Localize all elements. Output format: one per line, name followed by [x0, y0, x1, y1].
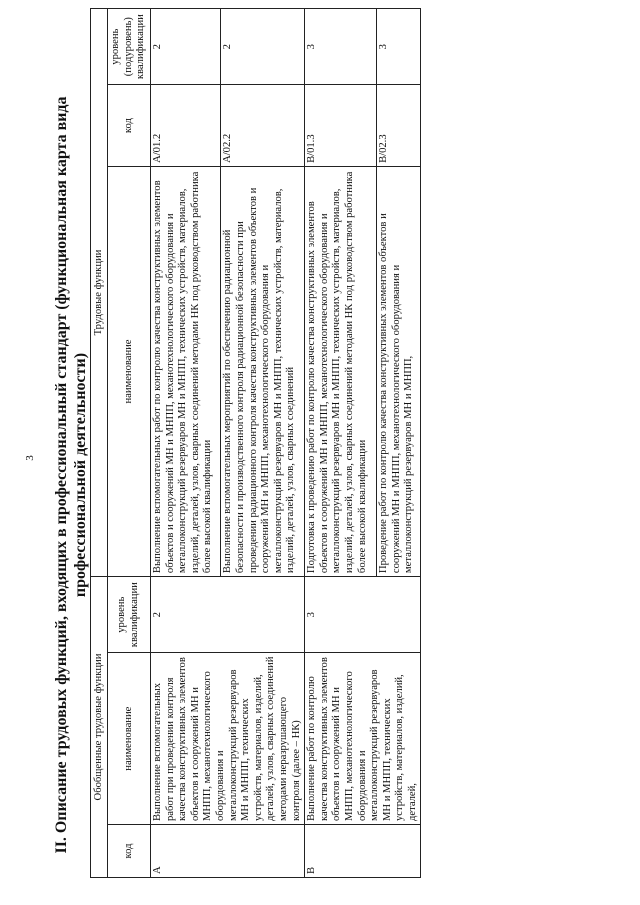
row-a-name: Выполнение вспомогательных работ при проведении контроля качества конструктивных элементов объектов и сооружений МН и МНПП, механотехнологического оборудования и металлоконструкций резервуаров МН и МНПП, технических устройств, материалов, изделий, деталей, узлов, сварных соединений методами неразрушающего контроля (далее – НК): [151, 653, 305, 825]
section-title: II. Описание трудовых функций, входящих в профессиональный стандарт (функциональная карта вида профессиональной деятельности): [53, 96, 89, 854]
row-a1-function-name: Выполнение вспомогательных работ по контролю качества конструктивных элементов объектов и сооружений МН и МНПП, механотехнологического оборудования и металлоконструкций резервуаров МН и МНПП, технических устройств, материалов, изделий, деталей, узлов, сварных соединений методами НК под руководством работника более высокой квалификации: [151, 166, 221, 576]
row-b2-function-name: Проведение работ по контролю качества конструктивных элементов объектов и сооружений МН и МНПП, механотехнологического оборудования и металлоконструкций резервуаров МН и МНПП,: [377, 166, 421, 576]
row-a-code: A: [151, 825, 305, 878]
table-row: [305, 9, 377, 878]
row-a1-function-code: A/01.2: [151, 85, 221, 167]
row-a2-function-level: 2: [221, 9, 305, 85]
col-sub-level: уровень (подуровень) квалификации: [108, 9, 151, 85]
row-b-name: Выполнение работ по контролю качества конструктивных элементов объектов и сооружений МН и МНПП, механотехнологического оборудования и металлоконструкций резервуаров МН и МНПП, технических устройств, материалов, изделий, деталей,: [305, 653, 421, 825]
row-b2-function-level: 3: [377, 9, 421, 85]
row-b1-function-level: 3: [305, 9, 377, 85]
row-b1-function-code: B/01.3: [305, 85, 377, 167]
col-code: код: [108, 825, 151, 878]
col-function-name: наименование: [108, 166, 151, 576]
col-function-code: код: [108, 85, 151, 167]
page-number: 3: [24, 455, 36, 461]
row-a1-function-level: 2: [151, 9, 221, 85]
header-labor-functions: Трудовые функции: [91, 9, 108, 577]
row-b1-function-name: Подготовка к проведению работ по контролю качества конструктивных элементов объектов и сооружений МН и МНПП, механотехнологического оборудования и металлоконструкций резервуаров МН и МНПП, технических устройств, материалов, изделий, деталей, узлов, сварных соединений методами НК под руководством работника более высокой квалификации: [305, 166, 377, 576]
col-qual-level: уровень квалификации: [108, 577, 151, 653]
table-row: [151, 9, 221, 878]
row-b2-function-code: B/02.3: [377, 85, 421, 167]
row-a2-function-name: Выполнение вспомогательных мероприятий по обеспечению радиационной безопасности и производственного контроля радиационной безопасности при проведении радиационного контроля качества конструктивных элементов объектов и сооружений МН и МНПП, механотехнологического оборудования и металлоконструкций резервуаров МН и МНПП, технических устройств, материалов, изделий, деталей, узлов, сварных соединений: [221, 166, 305, 576]
row-a2-function-code: A/02.2: [221, 85, 305, 167]
row-b-code: B: [305, 825, 421, 878]
col-name: наименование: [108, 653, 151, 825]
row-a-level: 2: [151, 577, 305, 653]
row-b-level: 3: [305, 577, 421, 653]
function-map-table: [90, 8, 421, 878]
header-generalized-functions: Обобщенные трудовые функции: [91, 577, 108, 878]
